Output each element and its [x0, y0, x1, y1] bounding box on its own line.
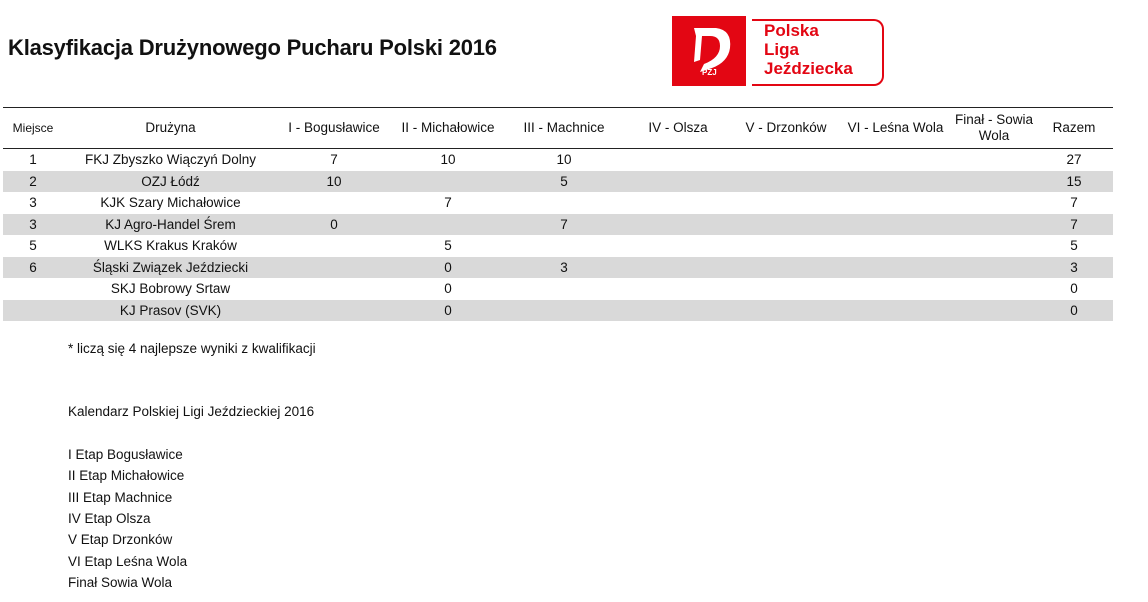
- cell-stage-6: [838, 235, 953, 257]
- cell-stage-3: [506, 235, 622, 257]
- pzj-logo: [672, 16, 886, 86]
- cell-stage-1: [278, 192, 390, 214]
- cell-stage-3: 7: [506, 214, 622, 236]
- cell-stage-4: [622, 149, 734, 171]
- calendar-stage: III Etap Machnice: [68, 489, 173, 505]
- calendar-stage: VI Etap Leśna Wola: [68, 553, 188, 569]
- cell-stage-6: [838, 278, 953, 300]
- cell-stage-6: [838, 214, 953, 236]
- cell-total: 27: [1066, 152, 1082, 168]
- cell-team: KJK Szary Michałowice: [100, 195, 241, 211]
- cell-place: 2: [3, 171, 63, 193]
- cell-stage-2: 5: [444, 238, 452, 254]
- cell-team: WLKS Krakus Kraków: [104, 238, 237, 254]
- cell-stage-3: [506, 300, 622, 322]
- cell-final: [953, 235, 1035, 257]
- cell-place: 5: [29, 238, 37, 254]
- table-row: [3, 171, 1113, 193]
- cell-final: [953, 149, 1035, 171]
- col-header-stage-3: III - Machnice: [506, 108, 622, 149]
- cell-stage-2: 10: [440, 152, 456, 168]
- cell-stage-3: 10: [556, 152, 572, 168]
- table-row: [3, 214, 1113, 236]
- cell-stage-4: [622, 171, 734, 193]
- cell-place: 1: [29, 152, 37, 168]
- cell-stage-3: 3: [506, 257, 622, 279]
- cell-team: OZJ Łódź: [63, 171, 278, 193]
- cell-total: 15: [1035, 171, 1113, 193]
- page-title: Klasyfikacja Drużynowego Pucharu Polski 2016: [8, 35, 497, 60]
- cell-stage-5: [734, 192, 838, 214]
- cell-final: [953, 171, 1035, 193]
- cell-stage-4: [622, 257, 734, 279]
- cell-final: [953, 300, 1035, 322]
- cell-team: SKJ Bobrowy Srtaw: [110, 281, 231, 297]
- logo-line-3: Jeździecka: [764, 59, 853, 78]
- cell-stage-5: [734, 149, 838, 171]
- cell-stage-5: [734, 300, 838, 322]
- cell-stage-4: [622, 235, 734, 257]
- col-header-stage-1: I - Bogusławice: [278, 108, 390, 149]
- cell-stage-4: [622, 192, 734, 214]
- cell-stage-5: [734, 235, 838, 257]
- cell-place: 3: [29, 195, 37, 211]
- cell-stage-6: [838, 171, 953, 193]
- cell-stage-5: [734, 278, 838, 300]
- cell-stage-3: [506, 278, 622, 300]
- pzj-badge: PZJ: [702, 68, 717, 77]
- cell-total: 5: [1070, 238, 1078, 254]
- cell-stage-1: [278, 300, 390, 322]
- cell-final: [953, 257, 1035, 279]
- table-row: [3, 192, 1113, 214]
- cell-total: 7: [1070, 195, 1078, 211]
- calendar-stage: V Etap Drzonków: [68, 532, 173, 548]
- col-header-final: Finał - Sowia Wola: [953, 108, 1035, 149]
- cell-team: FKJ Zbyszko Wiączyń Dolny: [84, 152, 257, 168]
- cell-stage-1: 7: [330, 152, 338, 168]
- calendar-stage: I Etap Bogusławice: [68, 447, 183, 462]
- logo-line-2: Liga: [764, 40, 799, 59]
- pzj-emblem: [672, 16, 746, 86]
- cell-stage-2: 0: [390, 257, 506, 279]
- cell-stage-3: 5: [506, 171, 622, 193]
- col-header-stage-4: IV - Olsza: [622, 108, 734, 149]
- cell-stage-1: 0: [278, 214, 390, 236]
- col-header-team: Drużyna: [63, 108, 278, 149]
- cell-stage-4: [622, 300, 734, 322]
- calendar-stage: II Etap Michałowice: [68, 468, 185, 484]
- cell-stage-6: [838, 192, 953, 214]
- cell-stage-2: [390, 171, 506, 193]
- cell-team: KJ Agro-Handel Śrem: [63, 214, 278, 236]
- cell-total: 7: [1035, 214, 1113, 236]
- cell-stage-3: [506, 192, 622, 214]
- cell-stage-6: [838, 257, 953, 279]
- cell-stage-1: [278, 235, 390, 257]
- cell-stage-6: [838, 300, 953, 322]
- cell-stage-1: 10: [278, 171, 390, 193]
- cell-total: 0: [1035, 300, 1113, 322]
- cell-place: [3, 278, 63, 300]
- calendar-stage: Finał Sowia Wola: [68, 574, 173, 590]
- logo-line-1: Polska: [764, 21, 819, 40]
- table-row: [3, 257, 1113, 279]
- table-row: [3, 149, 1113, 171]
- calendar-stage: IV Etap Olsza: [68, 510, 151, 526]
- cell-stage-1: [278, 278, 390, 300]
- cell-stage-1: [278, 257, 390, 279]
- col-header-total: Razem: [1035, 108, 1113, 149]
- cell-stage-5: [734, 171, 838, 193]
- qualification-note: * liczą się 4 najlepsze wyniki z kwalifikacji: [68, 341, 316, 356]
- cell-stage-2: 0: [444, 281, 452, 297]
- cell-stage-2: 0: [390, 300, 506, 322]
- cell-total: 3: [1035, 257, 1113, 279]
- cell-stage-2: 7: [444, 195, 452, 211]
- col-header-stage-5: V - Drzonków: [734, 108, 838, 149]
- classification-table: [3, 107, 1113, 321]
- cell-place: 3: [3, 214, 63, 236]
- table-row: [3, 278, 1113, 300]
- calendar-title: Kalendarz Polskiej Ligi Jeździeckiej 2016: [68, 404, 315, 419]
- cell-team: Śląski Związek Jeździecki: [63, 257, 278, 279]
- cell-final: [953, 192, 1035, 214]
- cell-final: [953, 278, 1035, 300]
- cell-place: 6: [3, 257, 63, 279]
- cell-stage-5: [734, 257, 838, 279]
- cell-place: [3, 300, 63, 322]
- table-row: [3, 235, 1113, 257]
- cell-total: 0: [1070, 281, 1078, 297]
- cell-stage-5: [734, 214, 838, 236]
- cell-stage-4: [622, 278, 734, 300]
- table-row: [3, 300, 1113, 322]
- col-header-stage-2: II - Michałowice: [390, 108, 506, 149]
- table-header-row: [3, 108, 1113, 149]
- cell-stage-2: [390, 214, 506, 236]
- cell-final: [953, 214, 1035, 236]
- cell-stage-6: [838, 149, 953, 171]
- col-header-place: Miejsce: [3, 108, 63, 149]
- cell-stage-4: [622, 214, 734, 236]
- col-header-stage-6: VI - Leśna Wola: [838, 108, 953, 149]
- cell-team: KJ Prasov (SVK): [63, 300, 278, 322]
